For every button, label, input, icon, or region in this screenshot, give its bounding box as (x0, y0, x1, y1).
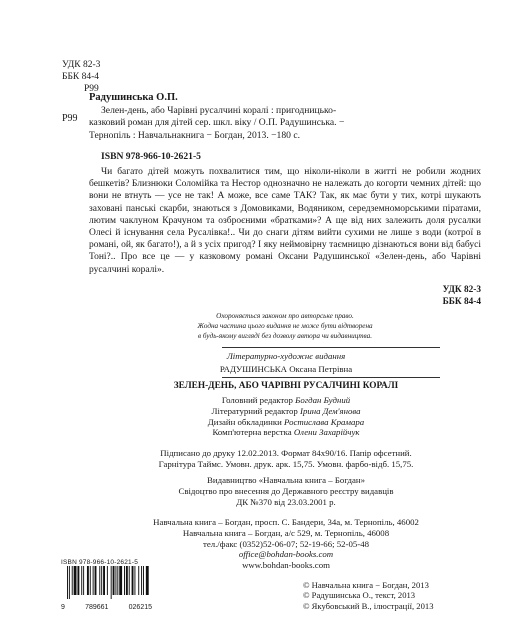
chief-editor-line: Головний редактор Богдан Будний (221, 395, 351, 405)
bibliographic-description (89, 105, 481, 142)
barcode-bar (107, 566, 108, 595)
rights-line-3: в будь-якому вигляді без дозволу автора чи видавництва. (197, 332, 373, 340)
cutter-mark: Р99 (62, 113, 78, 124)
barcode-bar (129, 566, 130, 595)
print-line-2: Гарнітура Таймс. Умовн. друк. арк. 15,75. Умовн. фарбо-відб. 15,75. (158, 458, 414, 469)
cover-designer-line: Дизайн обкладинки Ростислава Крамара (207, 416, 365, 427)
barcode-bar (134, 566, 135, 595)
address-line-3: тел./факс (0352)52-06-07; 52-19-66; 52-05-48 (202, 538, 370, 549)
barcode-bar (141, 566, 142, 595)
barcode-bar (67, 566, 68, 599)
imprint-publisher (88, 475, 484, 507)
annotation-text: Чи багато дітей можуть похвалитися тим, що ніколи-ніколи в житті не робили жодних бешкетів? Близнюки Соломійка та Нестор однозначно не належать до когорти чемних дітей: що вони не втнуть — усе не так! А може, все саме ТАК? Так, як має бути у тих, котрі шукають заховані панські скарби, знаються з Домовиками, Водяником, середземноморськими піратами, лютим чаклуном Крачуном та озброєними «братками»? А ще від них залежить доля русалки Олесі й існування села Русалівка!.. Чи до снаги дітям вийти сухими не лише з води (котрої в романі, ой, як багато!), а й з усіх пригод? І яку неймовірну таємницю дізнаються вони від бабусі Тоні?.. Про все це — у казковому романі Оксани Радушинської «Зелен-день, або Чарівні русалчині коралі». (89, 167, 481, 275)
barcode-bar (69, 566, 70, 599)
barcode-bar (72, 566, 73, 595)
barcode-bar (146, 566, 149, 595)
barcode-digits (61, 604, 152, 611)
barcode-bar (81, 566, 82, 595)
layout-line: Комп'ютерна верстка Олени Захарійчук (212, 427, 360, 438)
imprint-author: РАДУШИНСЬКА Оксана Петрівна (219, 364, 353, 374)
catalog-codes-right (443, 284, 481, 308)
divider-middle (222, 377, 440, 378)
barcode-bar (124, 566, 125, 595)
barcode-bar (74, 566, 77, 595)
address-line-2: Навчальна книга – Богдан, а/с 529, м. Тернопіль, 46008 (182, 527, 390, 538)
divider-top (222, 347, 440, 348)
biblio-line-3: Тернопіль : Навчальнакнига − Богдан, 2013. −180 с. (89, 129, 300, 141)
imprint-print-details (88, 448, 484, 470)
udk-code: УДК 82-3 (62, 60, 101, 70)
imprint-title: ЗЕЛЕН-ДЕНЬ, АБО ЧАРІВНІ РУСАЛЧИНІ КОРАЛІ (173, 381, 399, 391)
cutter-code: Р99 (84, 84, 99, 94)
copyright-line-3: © Якубовський В., ілюстрації, 2013 (303, 600, 434, 611)
barcode-bar (119, 566, 122, 595)
isbn-line: ISBN 978-966-10-2621-5 (101, 151, 201, 162)
barcode-bar (143, 566, 144, 595)
biblio-line-1: Зелен-день, або Чарівні русалчині коралі : пригодницько- (101, 105, 337, 116)
barcode-bar (95, 566, 97, 595)
copyright-line-1: © Навчальна книга − Богдан, 2013 (303, 580, 429, 590)
barcode-digit-first: 9 (61, 604, 65, 611)
barcode-digits-right: 026215 (128, 604, 152, 611)
barcode-bar (99, 566, 100, 595)
barcode-bar (126, 566, 128, 595)
udk-code-right: УДК 82-3 (442, 285, 481, 295)
barcode-bar (138, 566, 139, 595)
barcode-bar (115, 566, 116, 595)
barcode-bar (103, 566, 105, 595)
publisher-line-1: Видавництво «Навчальна книга – Богдан» (207, 475, 365, 485)
address-line-1: Навчальна книга – Богдан, просп. С. Бандери, 34а, м. Тернопіль, 46002 (153, 517, 419, 527)
rights-line-1: Охороняється законом про авторське право. (216, 312, 354, 320)
barcode-bar (132, 566, 134, 595)
barcode-bar (93, 566, 94, 595)
rights-notice (89, 311, 481, 341)
barcode-digits-left: 789661 (85, 604, 109, 611)
imprint-genre: Літературно-художнє видання (226, 351, 346, 361)
imprint-staff (88, 395, 484, 438)
barcode-bar (77, 566, 79, 595)
barcode-bar (90, 566, 91, 595)
print-line-1: Підписано до друку 12.02.2013. Формат 84х90/16. Папір офсетний. (160, 448, 412, 458)
bbk-code: ББК 84-4 (62, 72, 100, 82)
website-link[interactable]: www.bohdan-books.com (242, 560, 330, 571)
email-link[interactable]: office@bohdan-books.com (238, 549, 334, 560)
barcode-bar (83, 566, 84, 595)
author-heading: Радушинська О.П. (89, 92, 178, 103)
lit-editor-line: Літературний редактор Ірина Дем'янова (211, 405, 361, 416)
copyright-line-2: © Радушинська О., текст, 2013 (303, 590, 416, 601)
barcode-bar (87, 566, 89, 595)
barcode (61, 559, 152, 609)
barcode-bar (117, 566, 118, 595)
copyright-lines (303, 580, 434, 611)
bbk-code-right: ББК 84-4 (442, 297, 481, 307)
rights-line-2: Жодна частина цього видання не може бути відтворена (197, 322, 373, 330)
barcode-bar (101, 566, 102, 595)
barcode-bar (113, 566, 115, 595)
publisher-line-2: Свідоцтво про внесення до Державного реєстру видавців (178, 485, 394, 496)
barcode-bar (111, 566, 112, 599)
publisher-line-3: ДК №370 від 23.03.2001 р. (236, 496, 336, 507)
barcode-isbn-text: ISBN 978-966-10-2621-5 (61, 559, 139, 566)
barcode-bars (61, 566, 152, 599)
catalog-codes (62, 59, 100, 95)
biblio-line-2: казковий роман для дітей сер. шкл. віку / О.П. Радушинська. − (89, 117, 345, 129)
